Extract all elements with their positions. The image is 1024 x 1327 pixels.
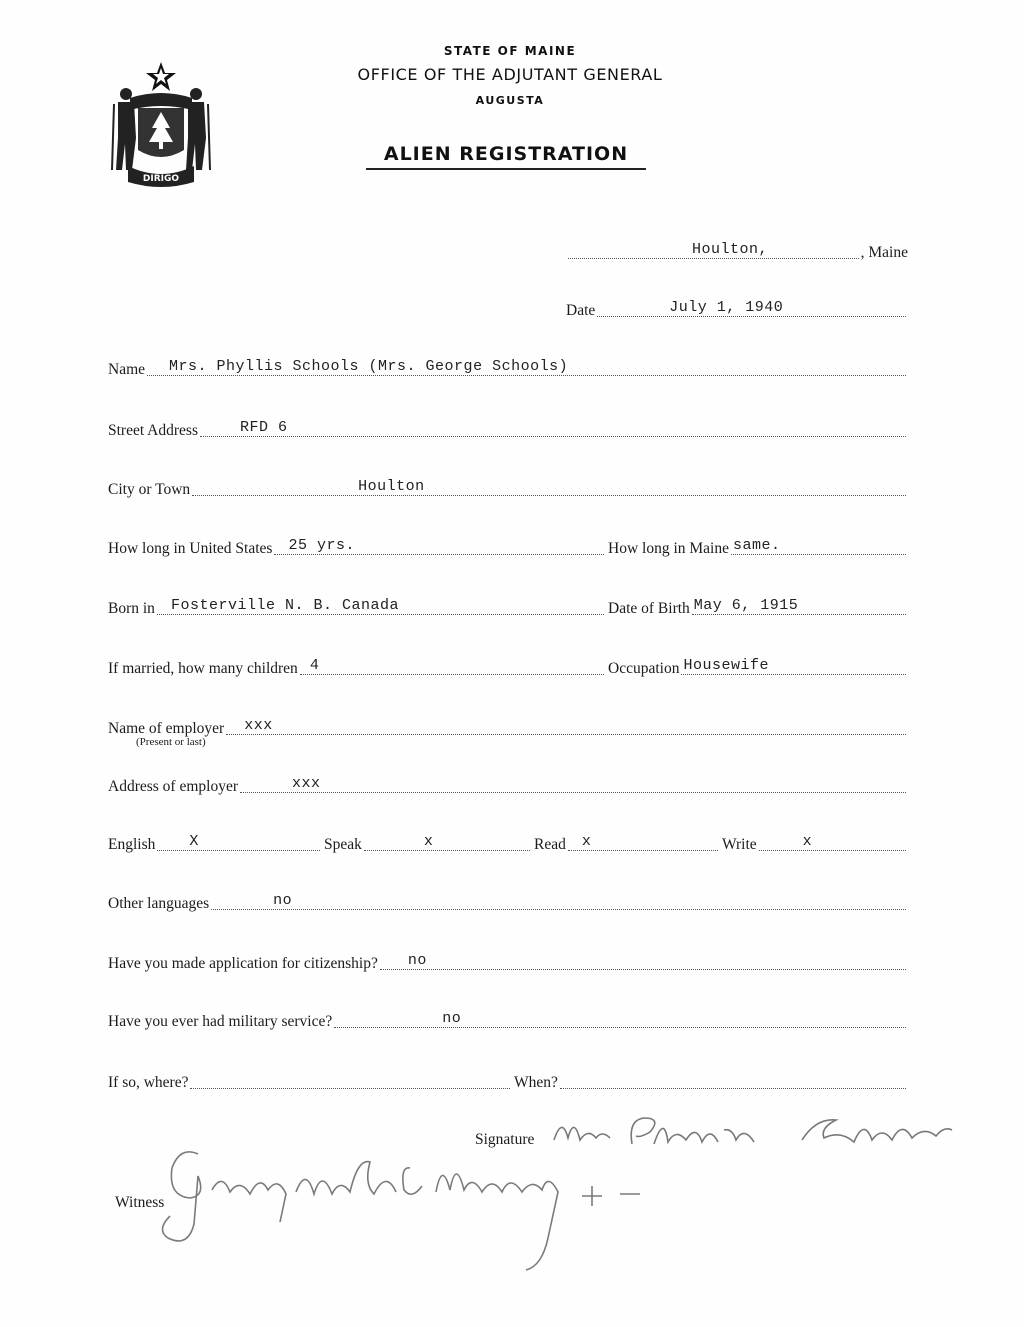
speak-row — [324, 832, 532, 854]
write-value: x — [802, 833, 813, 850]
witness-signature-image[interactable] — [150, 1138, 690, 1278]
city-heading: AUGUSTA — [475, 94, 545, 107]
speak-value: x — [423, 833, 434, 850]
speak-label: Speak — [324, 835, 362, 853]
english-row — [108, 832, 322, 854]
place-label: , Maine — [860, 243, 908, 261]
us-duration-field[interactable] — [274, 538, 604, 558]
form-title: ALIEN REGISTRATION — [366, 143, 646, 170]
employer-value: xxx — [244, 717, 273, 734]
place-row — [566, 240, 908, 262]
languages-value: no — [273, 892, 293, 909]
employer-address-row — [108, 774, 908, 796]
occupation-value: Housewife — [683, 657, 769, 674]
read-field[interactable] — [568, 834, 718, 854]
born-field[interactable] — [157, 598, 604, 618]
write-label: Write — [722, 835, 757, 853]
english-field[interactable] — [157, 834, 320, 854]
place-field[interactable] — [568, 242, 859, 262]
speak-field[interactable] — [364, 834, 530, 854]
city-field[interactable] — [192, 479, 906, 499]
employer-address-label: Address of employer — [108, 777, 238, 795]
citizenship-label: Have you made application for citizenship? — [108, 954, 378, 972]
born-value: Fosterville N. B. Canada — [170, 597, 399, 614]
english-label: English — [108, 835, 156, 853]
when-field[interactable] — [560, 1072, 906, 1092]
employer-address-field[interactable] — [240, 776, 906, 796]
employer-label: Name of employer — [108, 719, 225, 737]
read-label: Read — [534, 835, 566, 853]
citizenship-value: no — [407, 952, 427, 969]
languages-field[interactable] — [211, 893, 906, 913]
witness-label: Witness — [115, 1193, 165, 1211]
city-row — [108, 477, 908, 499]
read-row — [534, 832, 720, 854]
name-row — [108, 357, 908, 379]
children-value: 4 — [309, 657, 320, 674]
name-value: Mrs. Phyllis Schools (Mrs. George Schools) — [169, 358, 569, 375]
occupation-field[interactable] — [681, 658, 906, 678]
maine-duration-row — [608, 536, 908, 558]
employer-sublabel: (Present or last) — [136, 736, 206, 748]
street-label: Street Address — [108, 421, 198, 439]
languages-row — [108, 891, 908, 913]
street-field[interactable] — [200, 420, 906, 440]
military-row — [108, 1009, 908, 1031]
date-label: Date — [566, 301, 596, 319]
children-row — [108, 656, 606, 678]
military-field[interactable] — [334, 1011, 906, 1031]
where-row — [108, 1070, 512, 1092]
languages-label: Other languages — [108, 894, 210, 912]
military-value: no — [442, 1010, 462, 1027]
maine-duration-value: same. — [732, 537, 781, 554]
maine-state-seal-icon — [108, 58, 214, 188]
street-value: RFD 6 — [239, 419, 288, 436]
us-duration-row — [108, 536, 606, 558]
us-duration-value: 25 yrs. — [288, 537, 355, 554]
dob-value: May 6, 1915 — [693, 597, 799, 614]
where-label: If so, where? — [108, 1073, 189, 1091]
dob-row — [608, 596, 908, 618]
maine-duration-label: How long in Maine — [608, 539, 729, 557]
military-label: Have you ever had military service? — [108, 1012, 333, 1030]
write-row — [722, 832, 908, 854]
citizenship-field[interactable] — [380, 953, 906, 973]
date-value: July 1, 1940 — [669, 299, 784, 316]
where-field[interactable] — [190, 1072, 510, 1092]
city-value: Houlton — [358, 478, 425, 495]
us-duration-label: How long in United States — [108, 539, 273, 557]
dob-field[interactable] — [692, 598, 906, 618]
english-value: X — [189, 833, 199, 850]
born-row — [108, 596, 606, 618]
signature-label: Signature — [475, 1130, 535, 1148]
employer-address-value: xxx — [292, 775, 321, 792]
state-heading: STATE OF MAINE — [443, 44, 577, 58]
seal-motto: DIRIGO — [142, 174, 180, 184]
employer-row — [108, 716, 908, 738]
city-label: City or Town — [108, 480, 191, 498]
occupation-row — [608, 656, 908, 678]
children-field[interactable] — [300, 658, 604, 678]
dob-label: Date of Birth — [608, 599, 690, 617]
name-label: Name — [108, 360, 146, 378]
children-label: If married, how many children — [108, 659, 298, 677]
when-row — [514, 1070, 908, 1092]
street-row — [108, 418, 908, 440]
maine-duration-field[interactable] — [731, 538, 906, 558]
place-value: Houlton, — [692, 241, 769, 258]
when-label: When? — [514, 1073, 558, 1091]
born-label: Born in — [108, 599, 155, 617]
date-row — [566, 298, 908, 320]
date-field[interactable] — [597, 300, 906, 320]
occupation-label: Occupation — [608, 659, 680, 677]
write-field[interactable] — [759, 834, 906, 854]
citizenship-row — [108, 951, 908, 973]
office-heading: OFFICE OF THE ADJUTANT GENERAL — [357, 65, 663, 84]
employer-field[interactable] — [226, 718, 906, 738]
read-value: x — [581, 833, 592, 850]
name-field[interactable] — [147, 359, 906, 379]
